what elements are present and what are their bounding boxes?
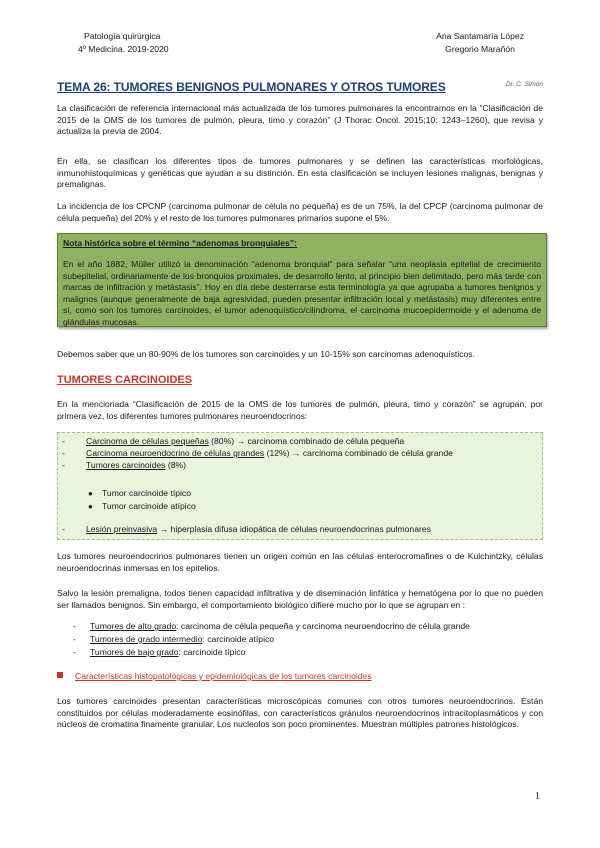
header-hospital: Gregorio Marañón <box>445 44 515 54</box>
historical-note-title: Nota histórica sobre el término “adenomas bronquiales”: <box>63 238 297 248</box>
header-year: 4º Medicina. 2019-2020 <box>78 44 169 54</box>
header-right <box>436 30 524 56</box>
subsection-title: Características histopatológicas y epidemiológicas de los tumores carcinoides <box>75 671 372 681</box>
list-subitem: ● Tumor carcinoide típico <box>88 488 191 498</box>
section-title: TUMORES CARCINOIDES <box>57 374 193 386</box>
title-row <box>57 78 543 96</box>
bullet-icon: ● <box>88 489 93 498</box>
page-title: TEMA 26: TUMORES BENIGNOS PULMONARES Y OTROS TUMORES <box>57 80 446 94</box>
list-item: - Tumores de grado intermedio: carcinoide atípico <box>73 634 275 644</box>
paragraph-classification: En ella, se clasifican los diferentes tipos de tumores pulmonares y se definen las características morfológicas, inmunohistoquímicas y genéticas que ayudan a su distinción. En esta clasificación se incluyen lesiones malignas, benignas y premalignas. <box>57 156 543 190</box>
paragraph-incidence: La incidencia de los CPCNP (carcinoma pulmonar de célula no pequeña) es de un 75%, la del CPCP (carcinoma pulmonar de célula pequeña) del 20% y el resto de los tumores pulmonares primarios supone el 5%. <box>57 201 543 223</box>
paragraph-carcinoid-percent: Debemos saber que un 80-90% de los tumores son carcinoides y un 10-15% son carcinomas adenoquísticos. <box>57 349 475 359</box>
paragraph-who-classification: En la mencionada “Clasificación de 2015 de la OMS de los tumores de pulmón, pleura, timo y corazón” se agrupan, por primera vez, los diferentes tumores pulmonares neuroendocrinos: <box>57 399 543 421</box>
header-author-name: Ana Santamaría López <box>436 31 524 41</box>
list-item: - Carcinoma de células pequeñas (80%) → carcinoma combinado de célula pequeña <box>62 436 405 446</box>
list-item: - Lesión preinvasiva → hiperplasia difusa idiopática de células neuroendocrinas pulmonares <box>62 524 431 534</box>
list-item: - Tumores de bajo grado: carcinoide típico <box>73 647 246 657</box>
square-bullet-icon <box>57 672 63 678</box>
list-item: - Tumores carcinoides (8%) <box>62 460 186 470</box>
header-left <box>78 30 169 56</box>
list-subitem: ● Tumor carcinoide atípico <box>88 501 196 511</box>
paragraph-intro: La clasificación de referencia internacional más actualizada de los tumores pulmonares la encontramos en la “Clasificación de 2015 de la OMS de los tumores de pulmón, pleura, timo y corazón” (J Thorac Oncol. 2015;10: 1243–1260), que revisa y actualiza la previa de 2004. <box>57 103 543 137</box>
header-course: Patología quirúrgica <box>84 31 161 41</box>
list-item: - Tumores de alto grado: carcinoma de célula pequeña y carcinoma neuroendocrino de célula grande <box>73 621 470 631</box>
historical-note-body: En el año 1882, Müller utilizó la denominación “adenoma bronquial” para señalar “una neoplasia epitelial de crecimiento subepitelial, ordinariamente de los bronquios proximales, de desarrollo lento, al principio bien delimitado, pero más tarde con marcas de infiltración y metástasis”. Hoy en día debe desterrarse esta terminología ya que agrupaba a tumores benignos y malignos (aunque generalmente de baja agresividad, pueden presentar infiltración local y metástasis) muy diferentes entre sí, como son los tumores carcinoides, el tumor adenoquístico/cilindroma, el carcinoma mucoepidermoide y el adenoma de glándulas mucosas. <box>63 259 541 327</box>
paragraph-behavior: Salvo la lesión premaligna, todos tienen capacidad infiltrativa y de diseminación linfática y hematógena por lo que no pueden ser llamados benignos. Sin embargo, el comportamiento biológico difiere mucho por lo que se agrupan en : <box>57 588 543 610</box>
doctor-name: Dr. C. Simón <box>506 81 543 88</box>
paragraph-histology: Los tumores carcinoides presentan características microscópicas comunes con otros tumores neuroendocrinos. Están constituidos por células moderadamente eosinófilas, con característicos gránulos neuroendocrinos intracitoplasmáticos y con núcleos de cromatina finamente granular. Los nucleolos son poco prominentes. Muestran múltiples patrones histológicos. <box>57 696 543 730</box>
bullet-icon: ● <box>88 502 93 511</box>
subsection-heading <box>57 671 372 681</box>
list-item: - Carcinoma neuroendocrino de células grandes (12%) → carcinoma combinado de célula grande <box>62 448 453 458</box>
paragraph-origin: Los tumores neuroendocrinos pulmonares tienen un origen común en las células enterocromafines o de Kulchintzky, células neuroendocrinas inmersas en los epitelios. <box>57 551 543 573</box>
page-number: 1 <box>535 791 540 802</box>
historical-note-box <box>57 233 547 327</box>
neuroendocrine-list-box <box>57 432 543 540</box>
